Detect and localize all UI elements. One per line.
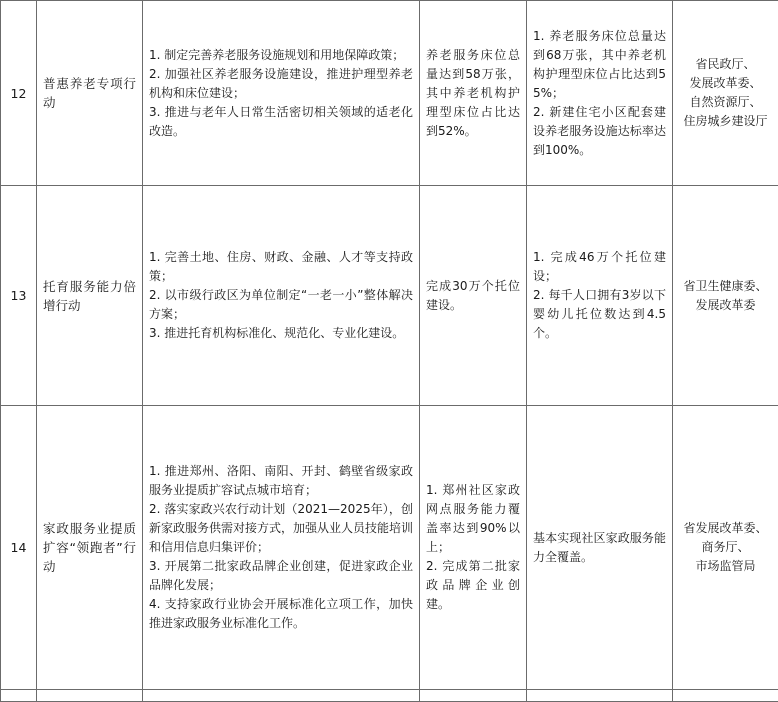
- target-2022-cell: [420, 186, 527, 406]
- target-item: 2. 新建住宅小区配套建设养老服务设施达标率达到100%。: [533, 103, 666, 160]
- measure-item: 3. 推进托育机构标准化、规范化、专业化建设。: [149, 324, 413, 343]
- target-item: 1. 养老服务床位总量达到68万张，其中养老机构护理型床位占比达到55%；: [533, 27, 666, 103]
- department: 发展改革委、: [679, 74, 772, 93]
- measures-cell: [143, 1, 420, 186]
- target-item: 2. 每千人口拥有3岁以下婴幼儿托位数达到4.5个。: [533, 286, 666, 343]
- target-2022-cell: [420, 1, 527, 186]
- row-number: 14: [1, 406, 37, 690]
- measures-cell: [143, 186, 420, 406]
- department: 省发展改革委、: [679, 519, 772, 538]
- department: 自然资源厅、: [679, 93, 772, 112]
- action-name-text: 普惠养老专项行动: [43, 74, 136, 112]
- target-2025-cell: [527, 1, 673, 186]
- target-item: 2. 完成第二批家政品牌企业创建。: [426, 557, 520, 614]
- action-name: [37, 406, 143, 690]
- table-row: [1, 186, 778, 406]
- action-name: [37, 186, 143, 406]
- table-row: [1, 406, 778, 690]
- measure-item: 2. 加强社区养老服务设施建设，推进护理型养老机构和床位建设；: [149, 65, 413, 103]
- measure-item: 4. 支持家政行业协会开展标准化立项工作，加快推进家政服务业标准化工作。: [149, 595, 413, 633]
- department: 省卫生健康委、: [679, 277, 772, 296]
- target-2025-cell: [527, 186, 673, 406]
- target-item: 基本实现社区家政服务能力全覆盖。: [533, 529, 666, 567]
- target-item: 完成30万个托位建设。: [426, 277, 520, 315]
- action-name-text: 托育服务能力倍增行动: [43, 277, 136, 315]
- responsible-departments: [673, 186, 778, 406]
- target-item: 1. 完成46万个托位建设；: [533, 248, 666, 286]
- measure-item: 2. 以市级行政区为单位制定“一老一小”整体解决方案；: [149, 286, 413, 324]
- target-2022-cell: [420, 406, 527, 690]
- measure-item: 3. 推进与老年人日常生活密切相关领域的适老化改造。: [149, 103, 413, 141]
- target-item: 养老服务床位总量达到58万张，其中养老机构护理型床位占比达到52%。: [426, 46, 520, 141]
- measure-item: 1. 推进郑州、洛阳、南阳、开封、鹤壁省级家政服务业提质扩容试点城市培育；: [149, 462, 413, 500]
- measure-item: 1. 完善土地、住房、财政、金融、人才等支持政策；: [149, 248, 413, 286]
- measures-cell: [143, 406, 420, 690]
- department: 市场监管局: [679, 557, 772, 576]
- row-number: 13: [1, 186, 37, 406]
- action-name-text: 家政服务业提质扩容“领跑者”行动: [43, 519, 136, 576]
- table-row: [1, 1, 778, 186]
- department: 发展改革委: [679, 296, 772, 315]
- measure-item: 3. 开展第二批家政品牌企业创建，促进家政企业品牌化发展；: [149, 557, 413, 595]
- action-name: [37, 1, 143, 186]
- department: 商务厅、: [679, 538, 772, 557]
- responsible-departments: [673, 406, 778, 690]
- row-number: 12: [1, 1, 37, 186]
- department: 省民政厅、: [679, 55, 772, 74]
- target-2025-cell: [527, 406, 673, 690]
- department: 住房城乡建设厅: [679, 112, 772, 131]
- responsible-departments: [673, 1, 778, 186]
- measure-item: 1. 制定完善养老服务设施规划和用地保障政策；: [149, 46, 413, 65]
- target-item: 1. 郑州社区家政网点服务能力覆盖率达到90%以上；: [426, 481, 520, 557]
- measure-item: 2. 落实家政兴农行动计划（2021—2025年），创新家政服务供需对接方式，加强从业人员技能培训和信用信息归集评价；: [149, 500, 413, 557]
